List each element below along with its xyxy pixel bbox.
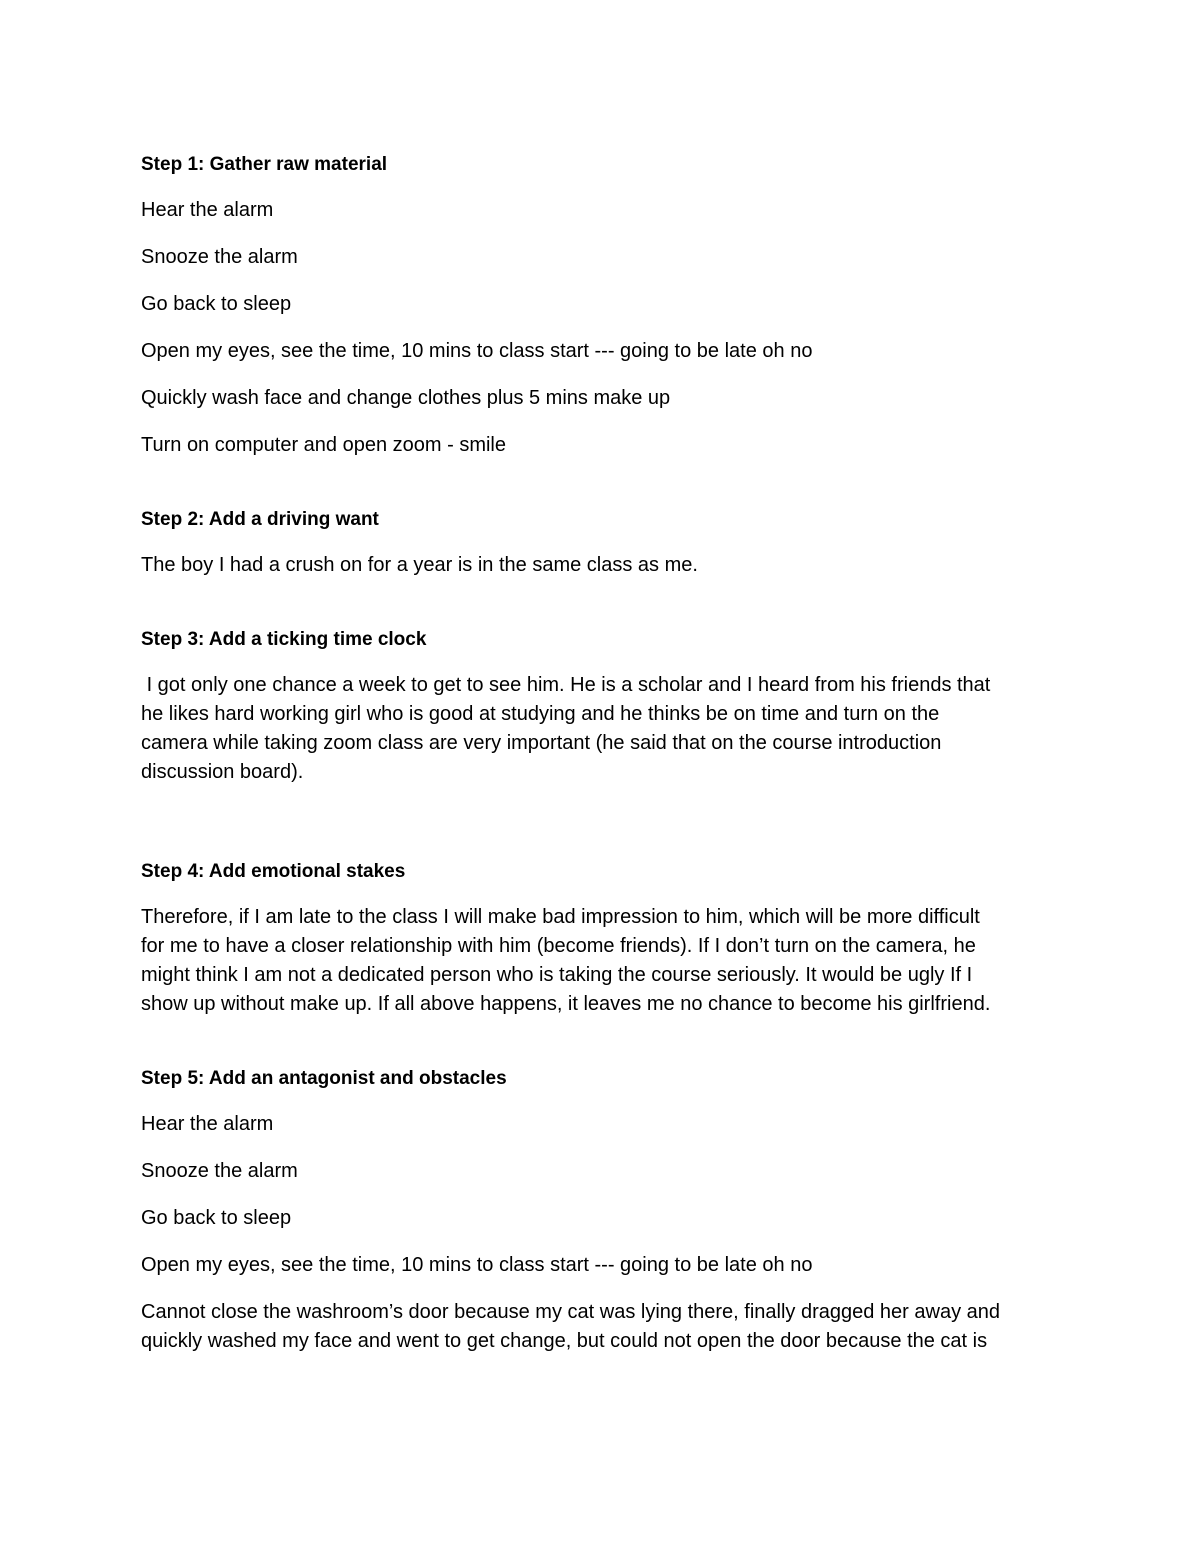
step-4-text: Therefore, if I am late to the class I will make bad impression to him, which will be more difficult for me to have a closer relationship with him (become friends). If I don’t turn on the camera, he might think I am not a dedicated person who is taking the course seriously. It would be ugly If I show up without make up. If all above happens, it leaves me no chance to become his girlfriend.	[141, 906, 991, 1015]
step-1-heading: Step 1: Gather raw material	[141, 154, 388, 175]
step-5-section	[141, 1064, 1071, 1356]
step-1-section	[141, 150, 1071, 460]
step-5-text: Cannot close the washroom’s door because my cat was lying there, finally dragged her away and quickly washed my face and went to get change, but could not open the door because the cat is	[141, 1301, 1000, 1352]
step-5-line: Snooze the alarm	[141, 1160, 298, 1182]
step-1-line: Snooze the alarm	[141, 246, 298, 268]
step-2-text: The boy I had a crush on for a year is in the same class as me.	[141, 554, 698, 576]
step-2-section	[141, 505, 1071, 580]
step-1-line: Quickly wash face and change clothes plus 5 mins make up	[141, 387, 671, 409]
spacer	[141, 478, 1071, 505]
spacer	[141, 598, 1071, 625]
step-3-section	[141, 625, 1071, 787]
step-3-text: I got only one chance a week to get to see him. He is a scholar and I heard from his friends that he likes hard working girl who is good at studying and he thinks be on time and turn on the camera while taking zoom class are very important (he said that on the course introduction discussion board).	[141, 674, 991, 783]
step-5-line: Open my eyes, see the time, 10 mins to class start --- going to be late oh no	[141, 1254, 813, 1276]
step-3-heading: Step 3: Add a ticking time clock	[141, 629, 427, 650]
step-5-line: Hear the alarm	[141, 1113, 274, 1135]
step-1-line: Go back to sleep	[141, 293, 292, 315]
document-body	[141, 150, 1071, 1374]
step-2-heading: Step 2: Add a driving want	[141, 509, 379, 530]
step-4-section	[141, 857, 1071, 1019]
step-5-line: Go back to sleep	[141, 1207, 292, 1229]
spacer	[141, 1037, 1071, 1064]
step-1-line: Hear the alarm	[141, 199, 274, 221]
step-1-line: Open my eyes, see the time, 10 mins to class start --- going to be late oh no	[141, 340, 813, 362]
step-1-line: Turn on computer and open zoom - smile	[141, 434, 506, 456]
step-4-heading: Step 4: Add emotional stakes	[141, 861, 406, 882]
step-5-heading: Step 5: Add an antagonist and obstacles	[141, 1068, 507, 1089]
spacer	[141, 805, 1071, 857]
